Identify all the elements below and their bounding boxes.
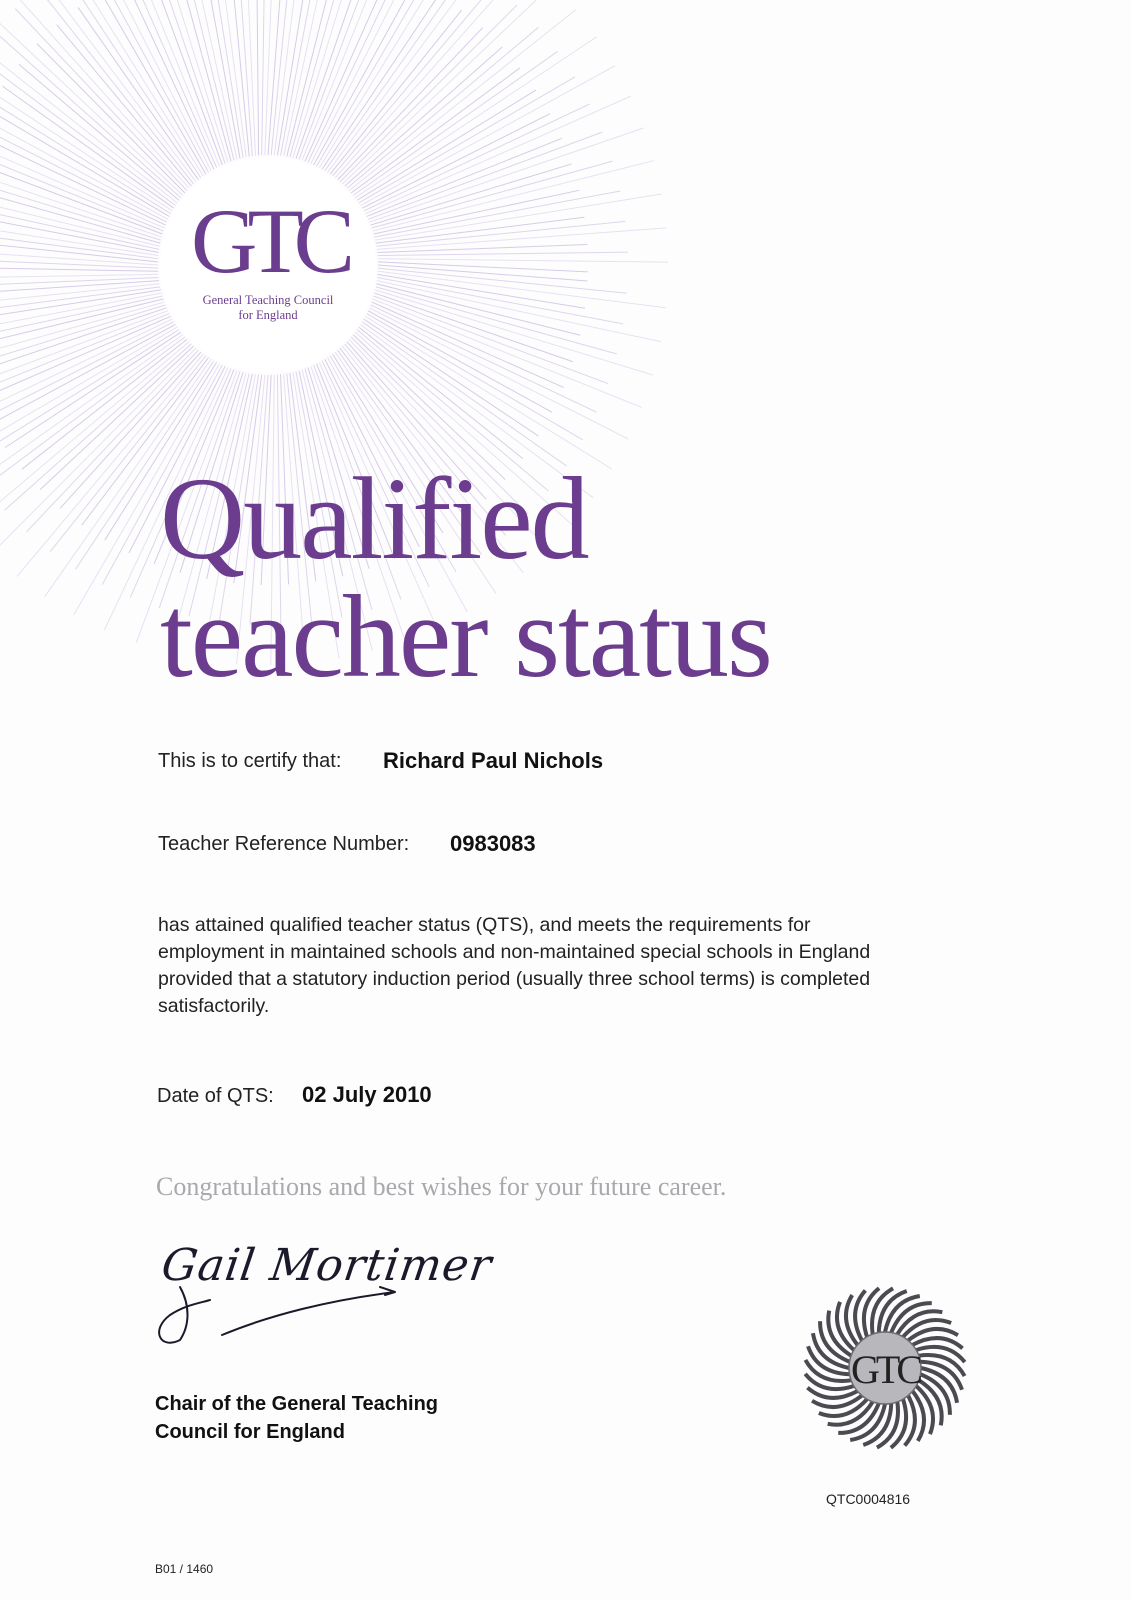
form-code: B01 / 1460 [155, 1562, 214, 1576]
burst-ray [359, 327, 523, 459]
burst-ray [257, 0, 259, 155]
signature-name: Gail Mortimer [158, 1240, 496, 1291]
burst-ray [377, 278, 623, 324]
burst-ray [262, 0, 266, 155]
qts-statement: has attained qualified teacher status (QTS), and meets the requirements for employment in maintained schools and non-maintained special schools in England provided that a statutory induction period (usually three school terms) is completed satisfactorily. [158, 914, 871, 1017]
burst-ray [0, 213, 159, 253]
burst-ray [63, 0, 201, 178]
burst-ray [376, 217, 585, 243]
title-line2: teacher status [160, 571, 771, 702]
burst-ray [377, 244, 587, 252]
burst-ray [374, 296, 608, 384]
burst-ray [79, 0, 211, 171]
reference-number: 0983083 [450, 831, 536, 856]
burst-ray [378, 262, 588, 272]
certificate-code: QTC0004816 [826, 1491, 911, 1507]
burst-ray [378, 252, 628, 255]
burst-ray [359, 77, 575, 203]
burst-ray [367, 314, 583, 440]
burst-ray [314, 0, 416, 165]
gtc-logo: GTC [191, 190, 345, 292]
burst-ray [0, 110, 169, 217]
burst-ray [377, 228, 666, 249]
burst-ray [242, 0, 255, 156]
recipient-name: Richard Paul Nichols [383, 748, 604, 773]
burst-ray [361, 66, 615, 206]
embossed-seal [800, 1283, 970, 1453]
burst-ray [3, 86, 174, 208]
burst-ray [349, 10, 576, 191]
qts-date-label: Date of QTS: [157, 1085, 274, 1107]
burst-ray [281, 0, 327, 156]
logo-org-line1: General Teaching Council [202, 293, 334, 307]
signatory-line2: Council for England [155, 1421, 345, 1443]
burst-ray [367, 138, 562, 216]
signatory-title [155, 1390, 438, 1446]
burst-ray [0, 267, 158, 271]
logo-org-line2: for England [238, 308, 298, 322]
burst-ray [340, 5, 517, 182]
burst-ray [368, 132, 602, 219]
burst-ray [335, 0, 528, 178]
reference-label: Teacher Reference Number: [158, 833, 410, 855]
burst-ray [174, 0, 234, 160]
burst-ray [377, 281, 661, 342]
certify-label: This is to certify that: [158, 750, 342, 772]
burst-ray [302, 0, 410, 160]
burst-ray [373, 161, 655, 231]
burst-ray [364, 319, 539, 436]
burst-ray [0, 160, 162, 234]
qts-date-value: 02 July 2010 [302, 1082, 432, 1107]
seal-mark: GTC [851, 1347, 919, 1392]
burst-ray [0, 31, 181, 198]
burst-ray [19, 64, 179, 200]
signatory-line1: Chair of the General Teaching [155, 1393, 439, 1415]
burst-ray [265, 0, 277, 155]
burst-ray [375, 290, 652, 375]
burst-ray [15, 9, 187, 191]
burst-ray [330, 10, 462, 174]
burst-ray [374, 191, 620, 237]
burst-ray [202, 0, 240, 159]
logo-org-name [160, 293, 376, 323]
congratulations-message: Congratulations and best wishes for your future career. [156, 1172, 727, 1201]
title-line1: Qualified [160, 453, 588, 584]
burst-ray [378, 259, 668, 262]
burst-ray [0, 330, 179, 462]
signature-flourish [150, 1225, 430, 1365]
burst-ray [378, 271, 666, 307]
